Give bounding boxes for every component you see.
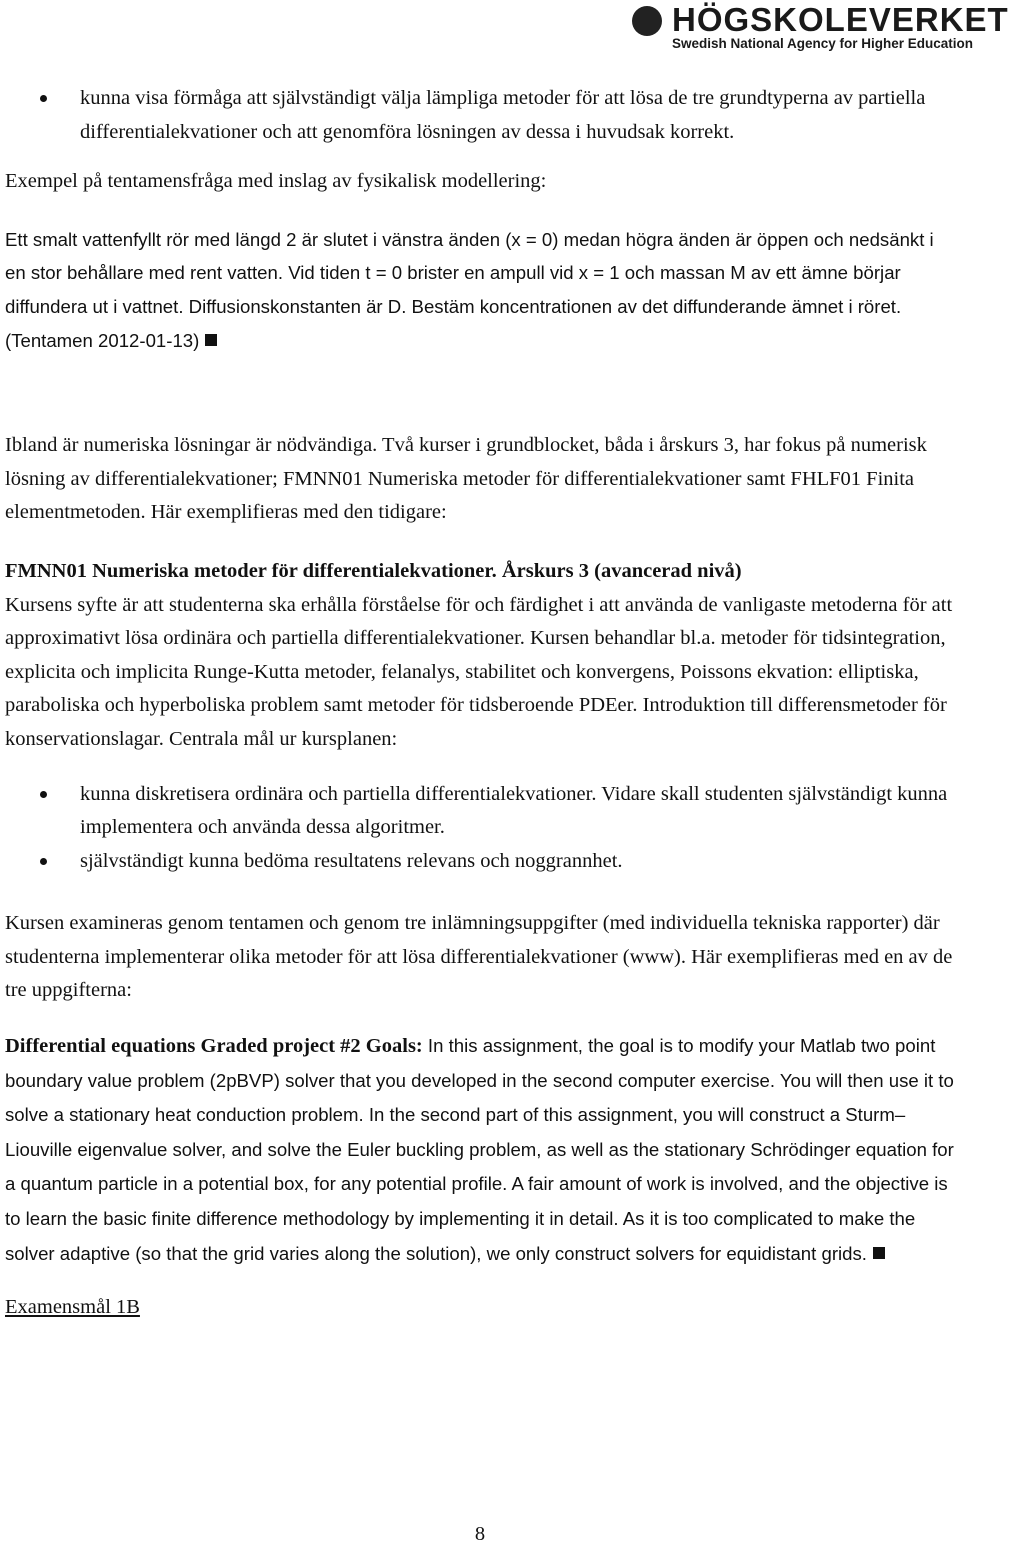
end-square-icon <box>873 1247 885 1259</box>
project-description: Differential equations Graded project #2 Goals: In this assignment, the goal is to modify your Matlab two point boundary value problem (2pBVP) solver that you developed in the second computer exercise. You will then use it to solve a stationary heat conduction problem. In the second part of this assignment, you will construct a Sturm–Liouville eigenvalue solver, and solve the Euler buckling problem, as well as the stationary Schrödinger equation for a quantum particle in a potential box, for any potential profile. A fair amount of work is involved, and the objective is to learn the basic finite difference methodology by implementing it in detail. As it is too complicated to make the solver adaptive (so that the grid varies along the solution), we only construct solvers for equidistant grids. <box>5 1035 954 1264</box>
exam-paragraph: Kursen examineras genom tentamen och genom tre inlämningsuppgifter (med individuella tekniska rapporter) där studenterna implementerar olika metoder för att lösa differentialekvationer (www). Här exemplifieras med en av de tre uppgifterna: <box>5 912 953 1002</box>
project-title: Differential equations Graded project #2 Goals: <box>5 1035 423 1058</box>
document-body <box>5 82 957 1325</box>
logo-name: HÖGSKOLEVERKET <box>672 1 1009 38</box>
hogskoleverket-logo <box>630 0 1009 56</box>
course-goals-list <box>5 778 957 879</box>
section-heading: Examensmål 1B <box>5 1296 140 1319</box>
logo-emblem-icon <box>632 6 662 36</box>
end-square-icon <box>205 334 217 346</box>
course-title: FMNN01 Numeriska metoder för differentialekvationer. Årskurs 3 (avancerad nivå) <box>5 559 742 582</box>
list-item: kunna diskretisera ordinära och partiella differentialekvationer. Vidare skall studenten självständigt kunna implementera och använda dessa algoritmer. <box>5 778 957 845</box>
list-item: kunna visa förmåga att självständigt välja lämpliga metoder för att lösa de tre grundtyperna av partiella differentialekvationer och att genomföra lösningen av dessa i huvudsak korrekt. <box>5 82 957 149</box>
bullet-list-top <box>5 82 957 149</box>
example-intro: Exempel på tentamensfråga med inslag av fysikalisk modellering: <box>5 170 547 193</box>
exam-question: Ett smalt vattenfyllt rör med längd 2 är slutet i vänstra änden (x = 0) medan högra änden är öppen och nedsänkt i en stor behållare med rent vatten. Vid tiden t = 0 brister en ampull vid x = 1 och massan M av ett ämne börjar diffundera ut i vattnet. Diffusionskonstanten är D. Bestäm koncentrationen av det diffunderande ämnet i röret. (Tentamen 2012-01-13) <box>5 228 934 351</box>
numeric-paragraph: Ibland är numeriska lösningar är nödvändiga. Två kurser i grundblocket, båda i årskurs 3, har fokus på numerisk lösning av differentialekvationer; FMNN01 Numeriska metoder för differentialekvationer samt FHLF01 Finita elementmetoden. Här exemplifieras med den tidigare: <box>5 434 927 524</box>
list-item: självständigt kunna bedöma resultatens relevans och noggrannhet. <box>5 845 957 879</box>
course-description: FMNN01 Numeriska metoder för differentialekvationer. Årskurs 3 (avancerad nivå) Kursens syfte är att studenterna ska erhålla förståelse för och färdighet i att använda de vanligaste metoderna för att approximativt lösa ordinära och partiella differentialekvationer. Kursen behandlar bl.a. metoder för tidsintegration, explicita och implicita Runge-Kutta metoder, felanalys, stabilitet och konvergens, Poissons ekvation: elliptiska, paraboliska och hyperboliska problem samt metoder för tidsberoende PDEer. Introduktion till differensmetoder för konservationslagar. Centrala mål ur kursplanen: <box>5 559 953 750</box>
logo-subtitle: Swedish National Agency for Higher Education <box>672 36 974 51</box>
page-number: 8 <box>474 1523 486 1545</box>
